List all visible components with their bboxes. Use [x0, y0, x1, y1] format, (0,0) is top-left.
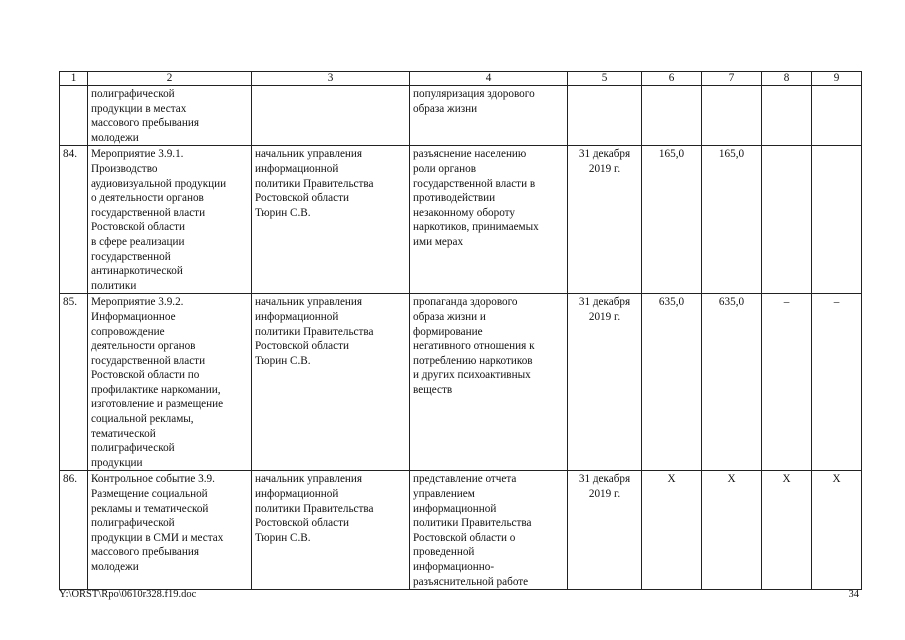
row-number: 85.: [60, 294, 88, 471]
col-header-7: 7: [702, 72, 762, 86]
plan-table: [59, 71, 862, 590]
value-col8: Х: [762, 471, 812, 590]
value-col7: Х: [702, 471, 762, 590]
value-col6: [642, 86, 702, 146]
value-col7: 165,0: [702, 146, 762, 294]
value-col7: 635,0: [702, 294, 762, 471]
col-header-9: 9: [812, 72, 862, 86]
expected-result: пропаганда здорового образа жизни и формирование негативного отношения к потреблению наркотиков и других психоактивных веществ: [410, 294, 568, 471]
table-row: [60, 471, 862, 590]
col-header-3: 3: [252, 72, 410, 86]
value-col9: [812, 86, 862, 146]
column-number-row: [60, 72, 862, 86]
event-name: Мероприятие 3.9.2. Информационное сопровождение деятельности органов государственной власти Ростовской области по профилактике наркомании, изготовление и размещение социальной рекламы, тематической полиграфической продукции: [88, 294, 252, 471]
deadline: 31 декабря 2019 г.: [568, 294, 642, 471]
value-col9: –: [812, 294, 862, 471]
value-col7: [702, 86, 762, 146]
responsible: [252, 86, 410, 146]
value-col6: 635,0: [642, 294, 702, 471]
row-number: 84.: [60, 146, 88, 294]
value-col9: [812, 146, 862, 294]
expected-result: представление отчета управлением информационной политики Правительства Ростовской области о проведенной информационно- разъяснительной работе: [410, 471, 568, 590]
value-col6: Х: [642, 471, 702, 590]
deadline: 31 декабря 2019 г.: [568, 471, 642, 590]
responsible: начальник управления информационной политики Правительства Ростовской области Тюрин С.В.: [252, 471, 410, 590]
col-header-5: 5: [568, 72, 642, 86]
value-col8: –: [762, 294, 812, 471]
expected-result: разъяснение населению роли органов государственной власти в противодействии незаконному обороту наркотиков, принимаемых ими мерах: [410, 146, 568, 294]
deadline: 31 декабря 2019 г.: [568, 146, 642, 294]
table-row: [60, 146, 862, 294]
table-row: [60, 86, 862, 146]
value-col9: Х: [812, 471, 862, 590]
row-number: [60, 86, 88, 146]
value-col6: 165,0: [642, 146, 702, 294]
col-header-8: 8: [762, 72, 812, 86]
col-header-4: 4: [410, 72, 568, 86]
responsible: начальник управления информационной политики Правительства Ростовской области Тюрин С.В.: [252, 146, 410, 294]
table-row: [60, 294, 862, 471]
value-col8: [762, 146, 812, 294]
col-header-6: 6: [642, 72, 702, 86]
value-col8: [762, 86, 812, 146]
event-name: полиграфической продукции в местах массового пребывания молодежи: [88, 86, 252, 146]
expected-result: популяризация здорового образа жизни: [410, 86, 568, 146]
deadline: [568, 86, 642, 146]
responsible: начальник управления информационной политики Правительства Ростовской области Тюрин С.В.: [252, 294, 410, 471]
event-name: Контрольное событие 3.9. Размещение социальной рекламы и тематической полиграфической продукции в СМИ и местах массового пребывания молодежи: [88, 471, 252, 590]
row-number: 86.: [60, 471, 88, 590]
col-header-2: 2: [88, 72, 252, 86]
page-number: 34: [848, 589, 859, 600]
document-file-path: Y:\ORST\Rpo\0610r328.f19.doc: [59, 589, 197, 600]
event-name: Мероприятие 3.9.1. Производство аудиовизуальной продукции о деятельности органов государственной власти Ростовской области в сфере реализации государственной антинаркотической политики: [88, 146, 252, 294]
col-header-1: 1: [60, 72, 88, 86]
